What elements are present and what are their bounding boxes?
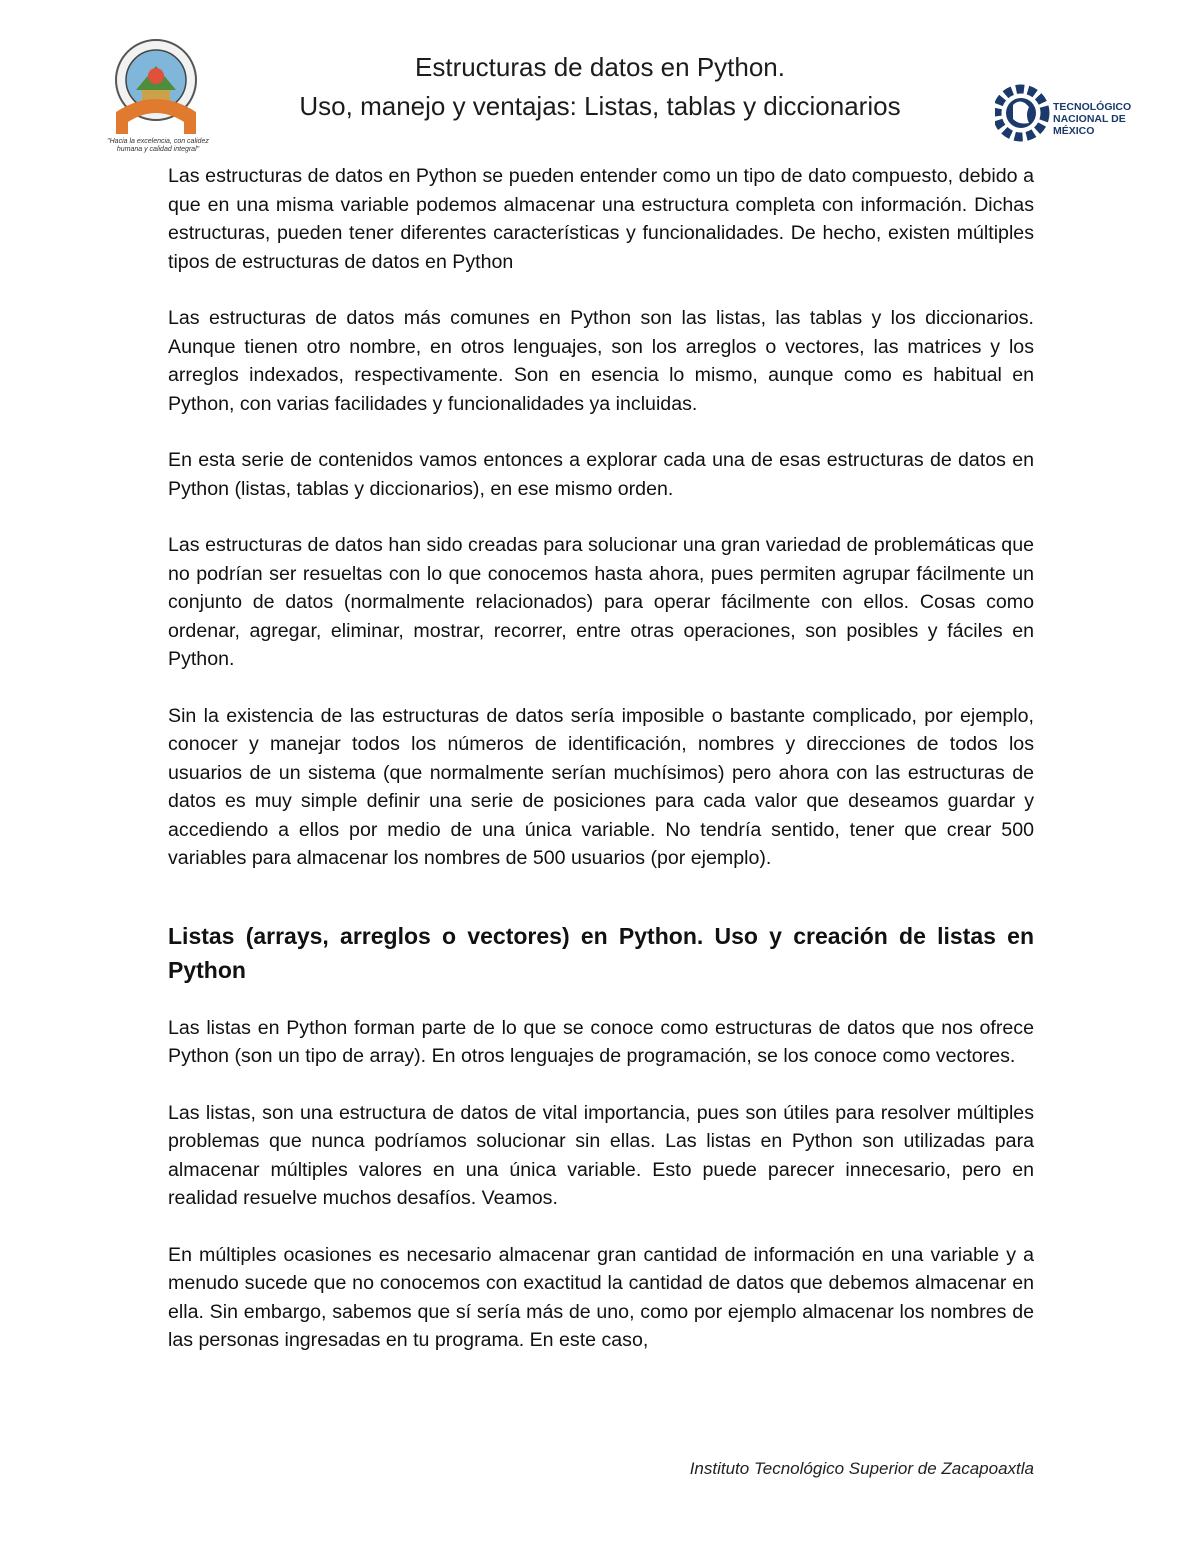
header-title-line1: Estructuras de datos en Python. [415,52,785,82]
body-paragraph: Las estructuras de datos han sido creadas para solucionar una gran variedad de problemáticas que no podrían ser resueltas con lo que conocemos hasta ahora, pues permiten agrupar fácilmente un conjunto de datos (normalmente relacionados) para operar fácilmente con ellos. Cosas como ordenar, agregar, eliminar, mostrar, recorrer, entre otras operaciones, son posibles y fáciles en Python. [168,534,1034,670]
header-title-line2: Uso, manejo y ventajas: Listas, tablas y diccionarios [299,91,901,121]
document-header [240,48,960,126]
tecnm-logo-text [1053,101,1170,137]
body-paragraph: En múltiples ocasiones es necesario almacenar gran cantidad de información en una variable y a menudo sucede que no conocemos con exactitud la cantidad de datos que debemos almacenar en ella. Sin embargo, sabemos que sí sería más de uno, como por ejemplo almacenar los nombres de las personas ingresadas en tu programa. En este caso, [168,1243,1034,1351]
tecnm-text-line2: NACIONAL DE MÉXICO [1053,113,1126,137]
document-body [168,162,1034,1383]
section-heading: Listas (arrays, arreglos o vectores) en Python. Uso y creación de listas en Python [168,922,1034,983]
institute-seal-icon [98,38,218,138]
section-spacer [168,901,1034,919]
document-footer: Instituto Tecnológico Superior de Zacapoaxtla [689,1459,1034,1478]
tecnm-gear-icon [995,75,1051,150]
body-paragraph: Las listas, son una estructura de datos de vital importancia, pues son útiles para resolver múltiples problemas que nunca podríamos solucionar sin ellas. Las listas en Python son utilizadas para almacenar múltiples valores en una única variable. Esto puede parecer innecesario, pero en realidad resuelve muchos desafíos. Veamos. [168,1101,1034,1209]
body-paragraph: Las listas en Python forman parte de lo que se conoce como estructuras de datos que nos ofrece Python (son un tipo de array). En otros lenguajes de programación, se los conoce como vectores. [168,1016,1034,1067]
tecnm-text-line1: TECNOLÓGICO [1053,101,1132,113]
tecnm-logo [995,75,1170,150]
institute-logo [98,38,218,153]
body-paragraph: En esta serie de contenidos vamos entonces a explorar cada una de esas estructuras de datos en Python (listas, tablas y diccionarios), en ese mismo orden. [168,449,1034,500]
body-paragraph: Las estructuras de datos más comunes en Python son las listas, las tablas y los diccionarios. Aunque tienen otro nombre, en otros lenguajes, son los arreglos o vectores, las matrices y los arreglos indexados, respectivamente. Son en esencia lo mismo, aunque como es habitual en Python, con varias facilidades y funcionalidades ya incluidas. [168,307,1034,415]
body-paragraph: Sin la existencia de las estructuras de datos sería imposible o bastante complicado, por ejemplo, conocer y manejar todos los números de identificación, nombres y direcciones de todos los usuarios de un sistema (que normalmente serían muchísimos) pero ahora con las estructuras de datos es muy simple definir una serie de posiciones para cada valor que deseamos guardar y accediendo a ellos por medio de una única variable. No tendría sentido, tener que crear 500 variables para almacenar los nombres de 500 usuarios (por ejemplo). [168,704,1034,869]
body-paragraph: Las estructuras de datos en Python se pueden entender como un tipo de dato compuesto, debido a que en una misma variable podemos almacenar una estructura completa con información. Dichas estructuras, pueden tener diferentes características y funcionalidades. De hecho, existen múltiples tipos de estructuras de datos en Python [168,165,1034,273]
institute-motto: "Hacia la excelencia, con calidez humana y calidad integral" [107,138,209,153]
